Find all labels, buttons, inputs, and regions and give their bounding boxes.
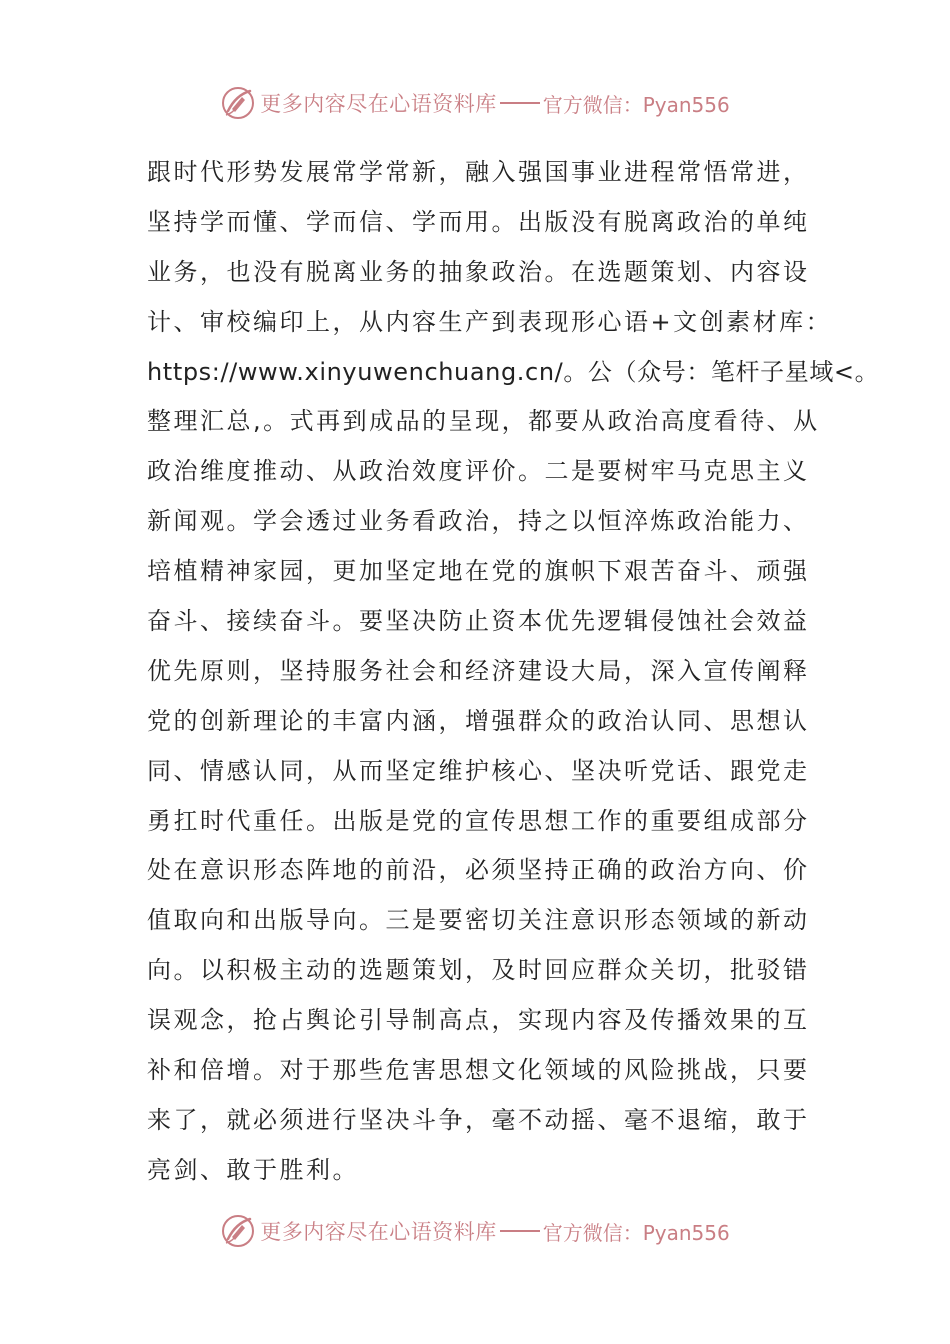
body-line: 值取向和出版导向。三是要密切关注意识形态领域的新动 bbox=[147, 906, 810, 935]
footer-contact-text: 官方微信：Pyan556 bbox=[542, 1220, 730, 1245]
header-banner bbox=[0, 83, 950, 123]
header-brand-text: 更多内容尽在心语资料库 bbox=[260, 92, 497, 116]
document-body bbox=[147, 148, 880, 1196]
body-line: 处在意识形态阵地的前沿，必须坚持正确的政治方向、价 bbox=[147, 856, 810, 885]
footer-banner bbox=[0, 1211, 950, 1251]
body-line: 业务，也没有脱离业务的抽象政治。在选题策划、内容设 bbox=[147, 257, 810, 286]
body-line: 来了，就必须进行坚决斗争，毫不动摇、毫不退缩，敢于 bbox=[147, 1105, 810, 1134]
body-line: 优先原则，坚持服务社会和经济建设大局，深入宣传阐释 bbox=[147, 656, 810, 685]
body-line: 党的创新理论的丰富内涵，增强群众的政治认同、思想认 bbox=[147, 706, 810, 735]
header-contact-text: 官方微信：Pyan556 bbox=[542, 92, 730, 117]
pen-nib-logo-icon bbox=[220, 1213, 256, 1249]
footer-brand-text: 更多内容尽在心语资料库 bbox=[260, 1220, 497, 1244]
body-line: 政治维度推动、从政治效度评价。二是要树牢马克思主义 bbox=[147, 457, 810, 486]
footer-dash-divider bbox=[500, 1230, 540, 1232]
body-line: 同、情感认同，从而坚定维护核心、坚决听党话、跟党走 bbox=[147, 756, 810, 785]
header-dash-divider bbox=[500, 102, 540, 104]
body-line: 补和倍增。对于那些危害思想文化领域的风险挑战，只要 bbox=[147, 1056, 810, 1085]
body-line: 奋斗、接续奋斗。要坚决防止资本优先逻辑侵蚀社会效益 bbox=[147, 607, 810, 636]
body-line: 向。以积极主动的选题策划，及时回应群众关切，批驳错 bbox=[147, 956, 810, 985]
body-line: 培植精神家园，更加坚定地在党的旗帜下艰苦奋斗、顽强 bbox=[147, 557, 810, 586]
body-line: 误观念，抢占舆论引导制高点，实现内容及传播效果的互 bbox=[147, 1006, 810, 1035]
body-line: 亮剑、敢于胜利。 bbox=[147, 1155, 359, 1184]
body-line: 新闻观。学会透过业务看政治，持之以恒淬炼政治能力、 bbox=[147, 507, 810, 536]
body-line: 整理汇总,。式再到成品的呈现，都要从政治高度看待、从 bbox=[147, 407, 820, 436]
body-line: 跟时代形势发展常学常新，融入强国事业进程常悟常进， bbox=[147, 158, 810, 186]
pen-nib-logo-icon bbox=[220, 85, 256, 121]
body-line: 勇扛时代重任。出版是党的宣传思想工作的重要组成部分 bbox=[147, 806, 810, 835]
body-line-url: https://www.xinyuwenchuang.cn/。公（众号：笔杆子星域<。 bbox=[147, 357, 880, 386]
body-line: 坚持学而懂、学而信、学而用。出版没有脱离政治的单纯 bbox=[147, 207, 810, 236]
body-line: 计、审校编印上，从内容生产到表现形心语+文创素材库： bbox=[147, 307, 833, 336]
